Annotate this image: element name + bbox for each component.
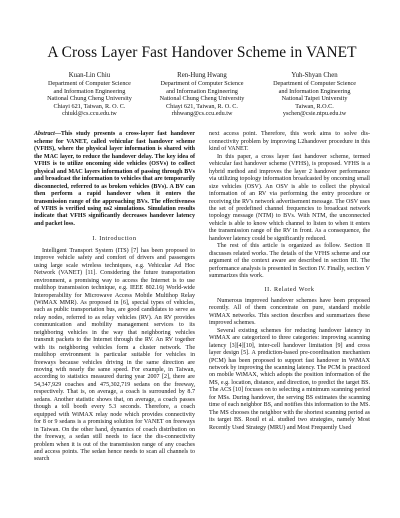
author-department: Department of Computer Science [273,80,357,88]
author-address: Chiayi 621, Taiwan, R. O. C. [166,102,238,110]
author-email: chiukl@cs.ccu.edu.tw [62,110,117,118]
author-email: rhhwang@cs.ccu.edu.tw [171,110,233,118]
body-paragraph: In this paper, a cross layer fast handover scheme, termed vehicular fast handover scheme (VFHS), is proposed. VFHS is a hybrid method and improves the layer 2 handover performance via utilizing topology information broadcasted by oncoming small size vehicles (OSV). An OSV is able to collect the physical information of an RV via performing the entry procedure or receiving the RV's network advertisement message. The OSV uses the set of predefined channel frequencies to broadcast network topology message (NTM) to BVs. With NTM, the unconnected vehicle is able to know which channel to listen to when it enters the transmission range of the RV in front. As a consequence, the handover latency could be significantly reduced. [209,153,370,242]
author-university: National Chung Cheng University [47,95,132,103]
abstract-text: —This study presents a cross-layer fast handover scheme for VANET, called vehicular fast handover scheme (VFHS), where the physical layer information is shared with the MAC layer, to reduce the handover delay. The key idea of VFHS is to utilize oncoming side vehicles (OSVs) to collect physical and MAC layers information of passing through BVs and broadcast the information to vehicles that are temporarily disconnected, referred to as broken vehicles (BVs). A BV can then perform a rapid handover when it enters the transmission range of the approaching BVs. The effectiveness of VFHS is verified using ns2 simulations. Simulation results indicate that VFHS significantly decreases handover latency and packet loss. [34,131,196,227]
author-department-2: and Information Engineering [278,87,351,95]
author-1 [34,72,145,117]
section-heading-related-work: II. Related Work [264,286,315,293]
author-name: Ren-Hung Hwang [177,72,227,79]
paper-title: A Cross Layer Fast Handover Scheme in VANET [47,44,357,61]
author-name: Kuan-Lin Chiu [68,72,111,79]
author-address: Taiwan, R.O.C. [295,102,334,110]
body-columns [34,131,370,463]
author-university: National Taipei University [281,95,348,103]
body-paragraph: next access point. Therefore, this work aims to solve dis-connectivity problem by improving L2handover procedure in this kind of VANET. [209,131,370,153]
author-email: yschen@csie.ntpu.edu.tw [282,110,347,118]
author-2 [147,72,258,117]
abstract [34,131,195,228]
body-paragraph: The rest of this article is organized as follow. Section II discusses related works. The details of the VFHS scheme and our argument of the context aware are described in section III. The performance analysis is presented in Section IV. Finally, section V summarizes this work. [209,243,370,280]
left-column [34,131,195,463]
related-work-paragraph: Numerous improved handover schemes have been proposed recently. All of them concentrate on pure, standard mobile WiMAX networks. This section describes and summarizes these improved schemes. [209,297,370,327]
abstract-label: Abstract [34,131,55,138]
author-department-2: and Information Engineering [166,87,238,95]
author-department: Department of Computer Science [47,80,131,88]
author-block [34,72,370,117]
introduction-paragraph: Intelligent Transport System (ITS) [7] has been proposed to improve vehicle safety and comfort of drivers and passengers using large scale wireless techniques, e.g. Vehicular Ad Hoc Network (VANET) [11]. Considering the future transportation environment, a promising way to access the Internet is to use multihop transmission technique, e.g. IEEE 802.16j World-wide Interoperability for Microwave Access Mobile Multihop Relay (WiMAX MMR). As proposed in [6], special types of vehicles, such as public transportation bus, are good candidates to serve as relay nodes, referred to as relay vehicles (RV). An RV provides communication and mobility management services to its neighboring vehicles in the way that neighboring vehicles transmit packets to the Internet through the RV. An RV together with its neighboring vehicles form a cluster network. The multihop environment is particular suitable for vehicles in freeways because vehicles driving in the same direction are moving with nearly the same speed. For example, in Taiwan, according to statistics measured during year 2007 [2], there are 54,347,929 coaches and 475,302,719 sedans on the freeway, respectively. That is, on average, a coach is surrounded by 8.7 sedans. Another statistic shows that, on average, a coach passes though a toll booth every 5.3 seconds. Therefore, a coach equipped with WiMAX relay node which provides connectivity for 8 or 9 sedans is a promising solution for VANET on freeways in Taiwan. On the other hand, dynamics of coach distribution on the freeway, a sedan still needs to face the dis-connectivity problem when it is out of the transmission range of any coaches and access points. The sedan hence needs to scan all channels to search [34,247,195,463]
author-department-2: and Information Engineering [53,87,126,95]
author-university: National Chung Cheng University [159,95,245,103]
author-name: Yuh-Shyan Chen [291,72,338,79]
section-heading-introduction: I. Introduction [92,236,137,243]
author-department: Department of Computer Science [160,80,244,88]
right-column [209,131,370,463]
author-3 [259,72,370,117]
author-address: Chiayi 621, Taiwan, R. O. C. [53,102,126,110]
related-work-paragraph: Several existing schemes for reducing handover latency in WiMAX are categorized to three categories: improving scanning latency [3][4][10], inter-cell handover limitation [9] and cross layer design [5]. A prediction-based pre-coordination mechanism (PCM) has been proposed to support fast handover in WiMAX network by improving the scanning latency. The PCM is practiced on mobile WiMAX, which adopts the position information of the MS, e.g. location, distance, and direction, to predict the target BS. The ACS [10] focuses on to selecting a minimum scanning period for MSs. During handover, the serving BS estimates the scanning time of each neighbor BS, and notifies this information to the MS. The MS chooses the neighbor with the shortest scanning period as its target BS. Rouil et al. studied two strategies, namely Most Recently Used Strategy (MRU) and Most Frequently Used [209,327,370,431]
